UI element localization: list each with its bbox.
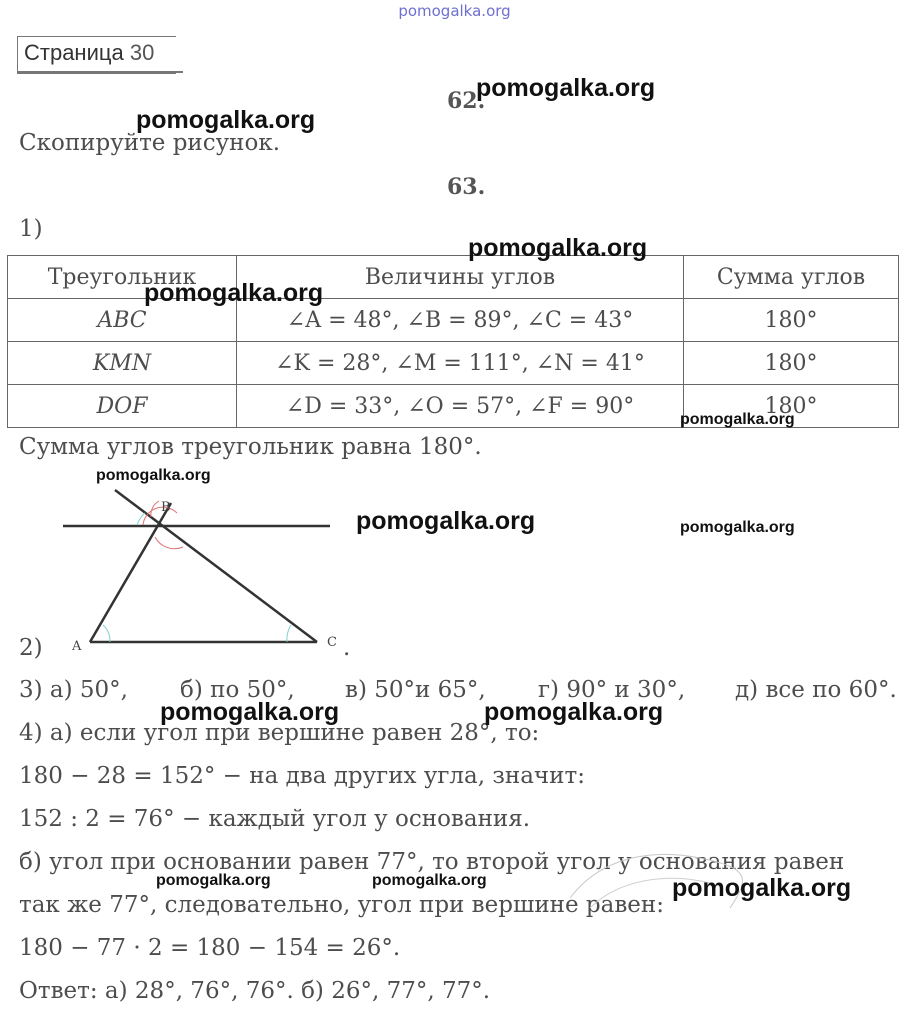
- watermark-text: pomogalka.org: [136, 106, 316, 134]
- page-number: 30: [129, 40, 155, 65]
- watermark-text: pomogalka.org: [680, 519, 795, 536]
- angle-values: ∠D = 33°, ∠O = 57°, ∠F = 90°: [237, 385, 684, 428]
- part-4b-line-1: б) угол при основании равен 77°, то второй угол у основания равен: [19, 849, 845, 875]
- part-1-label: 1): [19, 216, 43, 242]
- copy-instruction: Скопируйте рисунок.: [19, 130, 281, 156]
- angle-sum: 180°: [684, 342, 899, 385]
- page-tab-underline: [17, 71, 183, 73]
- watermark-text: pomogalka.org: [372, 872, 487, 889]
- page-label-text: Страница: [24, 40, 124, 65]
- calc-line-1: 180 − 28 = 152° − на два других угла, значит:: [19, 763, 585, 789]
- part-3-a: 3) а) 50°,: [19, 677, 128, 703]
- top-watermark-link[interactable]: pomogalka.org: [398, 2, 511, 20]
- part-3-g: г) 90° и 30°,: [538, 677, 686, 703]
- vertex-label-a: A: [72, 639, 82, 654]
- calc-line-2: 152 : 2 = 76° − каждый угол у основания.: [19, 806, 531, 832]
- angle-sum: 180°: [684, 385, 899, 428]
- angle-arc-a: [103, 625, 110, 642]
- triangle-parallel-line-figure: [55, 485, 355, 655]
- watermark-text: pomogalka.org: [160, 698, 340, 726]
- triangle-name: DOF: [8, 385, 237, 428]
- side-bc-line: [115, 490, 317, 642]
- part-2-period: .: [343, 635, 351, 661]
- part-4b-line-2: так же 77°, следовательно, угол при вершине равен:: [19, 892, 664, 918]
- part-2-label: 2): [19, 635, 43, 661]
- angle-sum: 180°: [684, 299, 899, 342]
- vertex-label-c: C: [327, 635, 337, 650]
- answer-line: Ответ: а) 28°, 76°, 76°. б) 26°, 77°, 77°.: [19, 978, 491, 1004]
- watermark-text: pomogalka.org: [680, 411, 795, 428]
- table-header-row: [8, 256, 899, 299]
- watermark-text: pomogalka.org: [672, 874, 852, 902]
- problem-63-number: 63.: [447, 174, 486, 200]
- part-3-d: д) все по 60°.: [735, 677, 897, 703]
- header-sum: Сумма углов: [684, 256, 899, 299]
- watermark-text: pomogalka.org: [356, 507, 536, 535]
- page-number-tab: [17, 36, 176, 74]
- angle-arc-c: [287, 625, 291, 642]
- part-3-b: б) по 50°,: [180, 677, 295, 703]
- table-row: [8, 299, 899, 342]
- problem-62-number: 62.: [447, 88, 486, 114]
- angle-arc-b-cyan: [137, 513, 145, 525]
- triangle-name: KMN: [8, 342, 237, 385]
- watermark-text: pomogalka.org: [484, 698, 664, 726]
- watermark-text: pomogalka.org: [468, 234, 648, 262]
- part-4a-condition: 4) а) если угол при вершине равен 28°, то:: [19, 720, 540, 746]
- angle-values: ∠K = 28°, ∠M = 111°, ∠N = 41°: [237, 342, 684, 385]
- table-row: [8, 342, 899, 385]
- header-angles: Величины углов: [237, 256, 684, 299]
- sum-statement: Сумма углов треугольник равна 180°.: [19, 434, 482, 460]
- watermark-text: pomogalka.org: [144, 279, 324, 307]
- watermark-text: pomogalka.org: [156, 872, 271, 889]
- header-triangle: Треугольник: [8, 256, 237, 299]
- vertex-label-b: B: [161, 500, 171, 515]
- part-3-v: в) 50°и 65°,: [345, 677, 486, 703]
- angles-table: [7, 255, 899, 428]
- triangle-name: ABC: [8, 299, 237, 342]
- side-ab-line: [90, 503, 171, 642]
- watermark-text: pomogalka.org: [476, 74, 656, 102]
- calc-line-3: 180 − 77 · 2 = 180 − 154 = 26°.: [19, 935, 401, 961]
- angle-values: ∠A = 48°, ∠B = 89°, ∠C = 43°: [237, 299, 684, 342]
- watermark-text: pomogalka.org: [96, 467, 211, 484]
- page-label: [24, 40, 154, 66]
